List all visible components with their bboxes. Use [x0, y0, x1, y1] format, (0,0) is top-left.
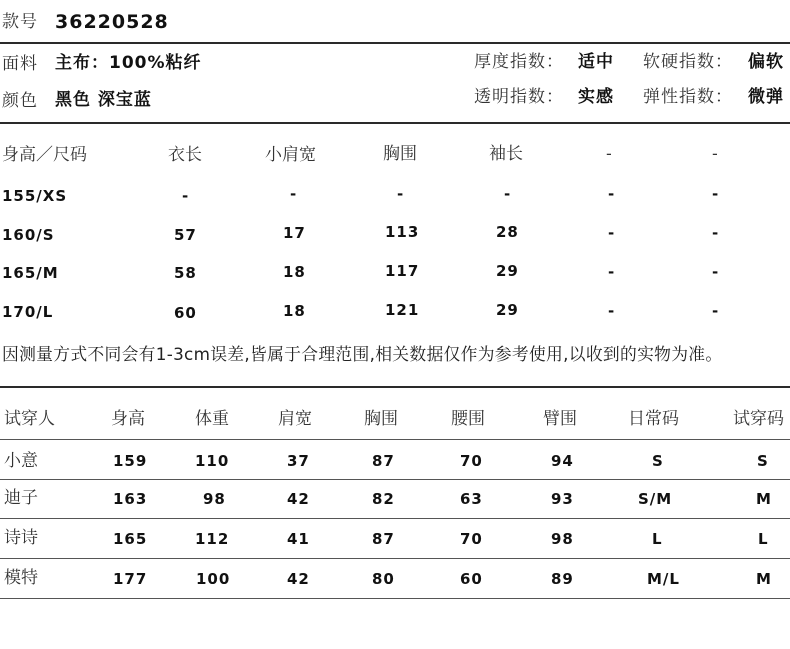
size-header-cell: 胸围 — [383, 144, 417, 164]
fit-cell: 70 — [460, 530, 483, 548]
fit-cell: 100 — [196, 570, 231, 588]
color-value: 黑色 深宝蓝 — [55, 90, 152, 110]
divider — [0, 122, 790, 124]
fit-header-cell: 腰围 — [451, 409, 485, 429]
fit-cell: M/L — [647, 570, 680, 588]
size-cell: 29 — [496, 262, 519, 280]
size-cell: - — [608, 224, 616, 242]
thickness-index-value: 适中 — [578, 52, 614, 72]
fit-cell: 42 — [287, 570, 310, 588]
size-header-cell: 袖长 — [489, 144, 523, 164]
fit-cell: S/M — [638, 490, 673, 508]
fit-cell: 80 — [372, 570, 395, 588]
size-cell: 117 — [385, 262, 420, 280]
fit-cell: 94 — [551, 452, 574, 470]
size-cell: 121 — [385, 301, 420, 319]
fit-cell: 60 — [460, 570, 483, 588]
size-cell: 18 — [283, 263, 306, 281]
elasticity-index-value: 微弹 — [748, 87, 784, 107]
measurement-note: 因测量方式不同会有1-3cm误差,皆属于合理范围,相关数据仅作为参考使用,以收到的实物为准。 — [2, 344, 723, 364]
fit-cell: 110 — [195, 452, 230, 470]
fit-cell: 82 — [372, 490, 395, 508]
size-header-cell: 小肩宽 — [265, 145, 316, 165]
fit-cell: 迪子 — [4, 488, 38, 508]
fit-cell: 诗诗 — [4, 528, 38, 548]
size-cell: - — [504, 185, 512, 203]
fit-header-cell: 肩宽 — [278, 409, 312, 429]
transparency-index-label: 透明指数： — [474, 87, 564, 107]
divider — [0, 518, 790, 519]
divider — [0, 439, 790, 440]
fit-cell: 87 — [372, 530, 395, 548]
thickness-index-label: 厚度指数： — [474, 52, 564, 72]
fit-header-cell: 体重 — [195, 409, 229, 429]
size-cell: - — [712, 302, 720, 320]
size-cell: 17 — [283, 224, 306, 242]
fit-cell: 37 — [287, 452, 310, 470]
color-label: 颜色 — [2, 91, 38, 111]
size-cell: 18 — [283, 302, 306, 320]
fit-header-cell: 试穿人 — [4, 409, 55, 429]
size-cell: 58 — [174, 264, 197, 282]
size-cell: 113 — [385, 223, 420, 241]
transparency-index-value: 实感 — [578, 87, 614, 107]
fit-cell: 42 — [287, 490, 310, 508]
fit-cell: S — [757, 452, 769, 470]
size-header-cell: - — [712, 144, 718, 163]
fit-cell: 41 — [287, 530, 310, 548]
fit-header-cell: 身高 — [111, 409, 145, 429]
fit-header-cell: 试穿码 — [733, 409, 784, 429]
divider — [0, 479, 790, 480]
size-cell: - — [397, 185, 405, 203]
fabric-value: 主布：100%粘纤 — [55, 53, 202, 73]
size-cell: 160/S — [2, 226, 55, 244]
fit-cell: 98 — [551, 530, 574, 548]
fit-cell: M — [756, 490, 772, 508]
elasticity-index-label: 弹性指数： — [643, 87, 733, 107]
fit-cell: 177 — [113, 570, 148, 588]
style-number-value: 36220528 — [55, 11, 169, 33]
fit-cell: L — [758, 530, 769, 548]
fit-cell: 165 — [113, 530, 148, 548]
fit-cell: 163 — [113, 490, 148, 508]
size-cell: 170/L — [2, 303, 54, 321]
fit-cell: 89 — [551, 570, 574, 588]
style-number-label: 款号 — [2, 12, 38, 32]
fit-cell: M — [756, 570, 772, 588]
size-cell: 60 — [174, 304, 197, 322]
size-cell: - — [712, 224, 720, 242]
size-cell: - — [608, 185, 616, 203]
fabric-label: 面料 — [2, 54, 38, 74]
size-cell: 57 — [174, 226, 197, 244]
size-cell: - — [182, 187, 190, 205]
size-cell: 29 — [496, 301, 519, 319]
softness-index-label: 软硬指数： — [643, 52, 733, 72]
fit-cell: 112 — [195, 530, 230, 548]
fit-cell: 小意 — [4, 451, 38, 471]
size-cell: - — [290, 185, 298, 203]
fit-header-cell: 胸围 — [364, 409, 398, 429]
size-cell: - — [608, 302, 616, 320]
fit-cell: 模特 — [4, 568, 38, 588]
fit-header-cell: 臂围 — [543, 409, 577, 429]
size-header-cell: 衣长 — [168, 145, 202, 165]
size-header-cell: - — [606, 144, 612, 163]
size-cell: 28 — [496, 223, 519, 241]
fit-cell: 98 — [203, 490, 226, 508]
size-cell: - — [712, 185, 720, 203]
fit-cell: 63 — [460, 490, 483, 508]
divider — [0, 386, 790, 388]
size-cell: 165/M — [2, 264, 59, 282]
size-cell: - — [712, 263, 720, 281]
fit-cell: 93 — [551, 490, 574, 508]
fit-cell: S — [652, 452, 664, 470]
fit-header-cell: 日常码 — [628, 409, 679, 429]
softness-index-value: 偏软 — [748, 52, 784, 72]
fit-cell: 70 — [460, 452, 483, 470]
divider — [0, 42, 790, 44]
divider — [0, 598, 790, 599]
fit-cell: L — [652, 530, 663, 548]
size-cell: 155/XS — [2, 187, 68, 205]
fit-cell: 87 — [372, 452, 395, 470]
fit-cell: 159 — [113, 452, 148, 470]
size-cell: - — [608, 263, 616, 281]
size-header-cell: 身高／尺码 — [2, 145, 87, 165]
divider — [0, 558, 790, 559]
